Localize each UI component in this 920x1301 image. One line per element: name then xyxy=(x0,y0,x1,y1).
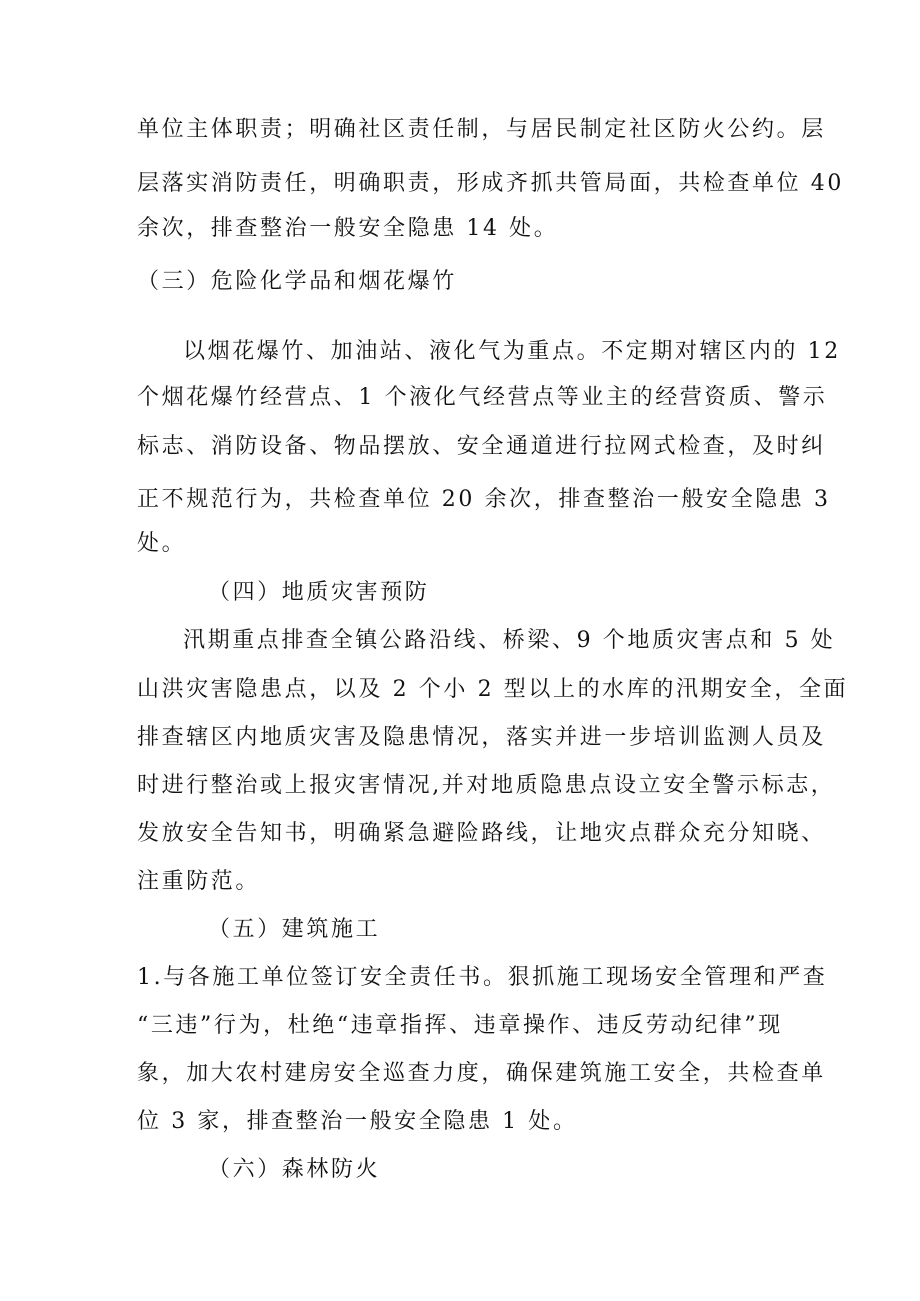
section-heading: （四）地质灾害预防 xyxy=(208,580,430,605)
paragraph-line: 排查辖区内地质灾害及隐患情况，落实并进一步培训监测人员及 xyxy=(137,725,826,750)
paragraph-line: 个烟花爆竹经营点、1 个液化气经营点等业主的经营资质、警示 xyxy=(137,385,828,410)
paragraph-line: 以烟花爆竹、加油站、液化气为重点。不定期对辖区内的 12 xyxy=(183,339,841,364)
section-heading: （三）危险化学品和烟花爆竹 xyxy=(137,269,457,294)
paragraph-line: 发放安全告知书，明确紧急避险路线，让地灾点群众充分知晓、 xyxy=(137,821,826,846)
paragraph-line: 处。 xyxy=(137,531,187,556)
paragraph-line: 时进行整治或上报灾害情况,并对地质隐患点设立安全警示标志， xyxy=(137,773,836,798)
paragraph-line: 位 3 家，排查整治一般安全隐患 1 处。 xyxy=(137,1109,578,1134)
paragraph-line: 余次，排查整治一般安全隐患 14 处。 xyxy=(137,216,559,241)
paragraph-line: 单位主体职责；明确社区责任制，与居民制定社区防火公约。层 xyxy=(137,117,826,142)
section-heading: （六）森林防火 xyxy=(208,1157,381,1182)
paragraph-line: “三违”行为，杜绝“违章指挥、违章操作、违反劳动纪律”现 xyxy=(137,1013,783,1038)
paragraph-line: 注重防范。 xyxy=(137,869,261,894)
paragraph-line: 汛期重点排查全镇公路沿线、桥梁、9 个地质灾害点和 5 处 xyxy=(183,628,836,653)
paragraph-line: 1.与各施工单位签订安全责任书。狠抓施工现场安全管理和严查 xyxy=(137,965,828,990)
paragraph-line: 标志、消防设备、物品摆放、安全通道进行拉网式检查，及时纠 xyxy=(137,434,826,459)
paragraph-line: 象，加大农村建房安全巡查力度，确保建筑施工安全，共检查单 xyxy=(137,1061,826,1086)
paragraph-line: 层落实消防责任，明确职责，形成齐抓共管局面，共检查单位 40 xyxy=(137,171,844,196)
section-heading: （五）建筑施工 xyxy=(208,917,381,942)
paragraph-line: 山洪灾害隐患点，以及 2 个小 2 型以上的水库的汛期安全，全面 xyxy=(137,677,849,702)
paragraph-line: 正不规范行为，共检查单位 20 余次，排查整治一般安全隐患 3 xyxy=(137,487,831,512)
